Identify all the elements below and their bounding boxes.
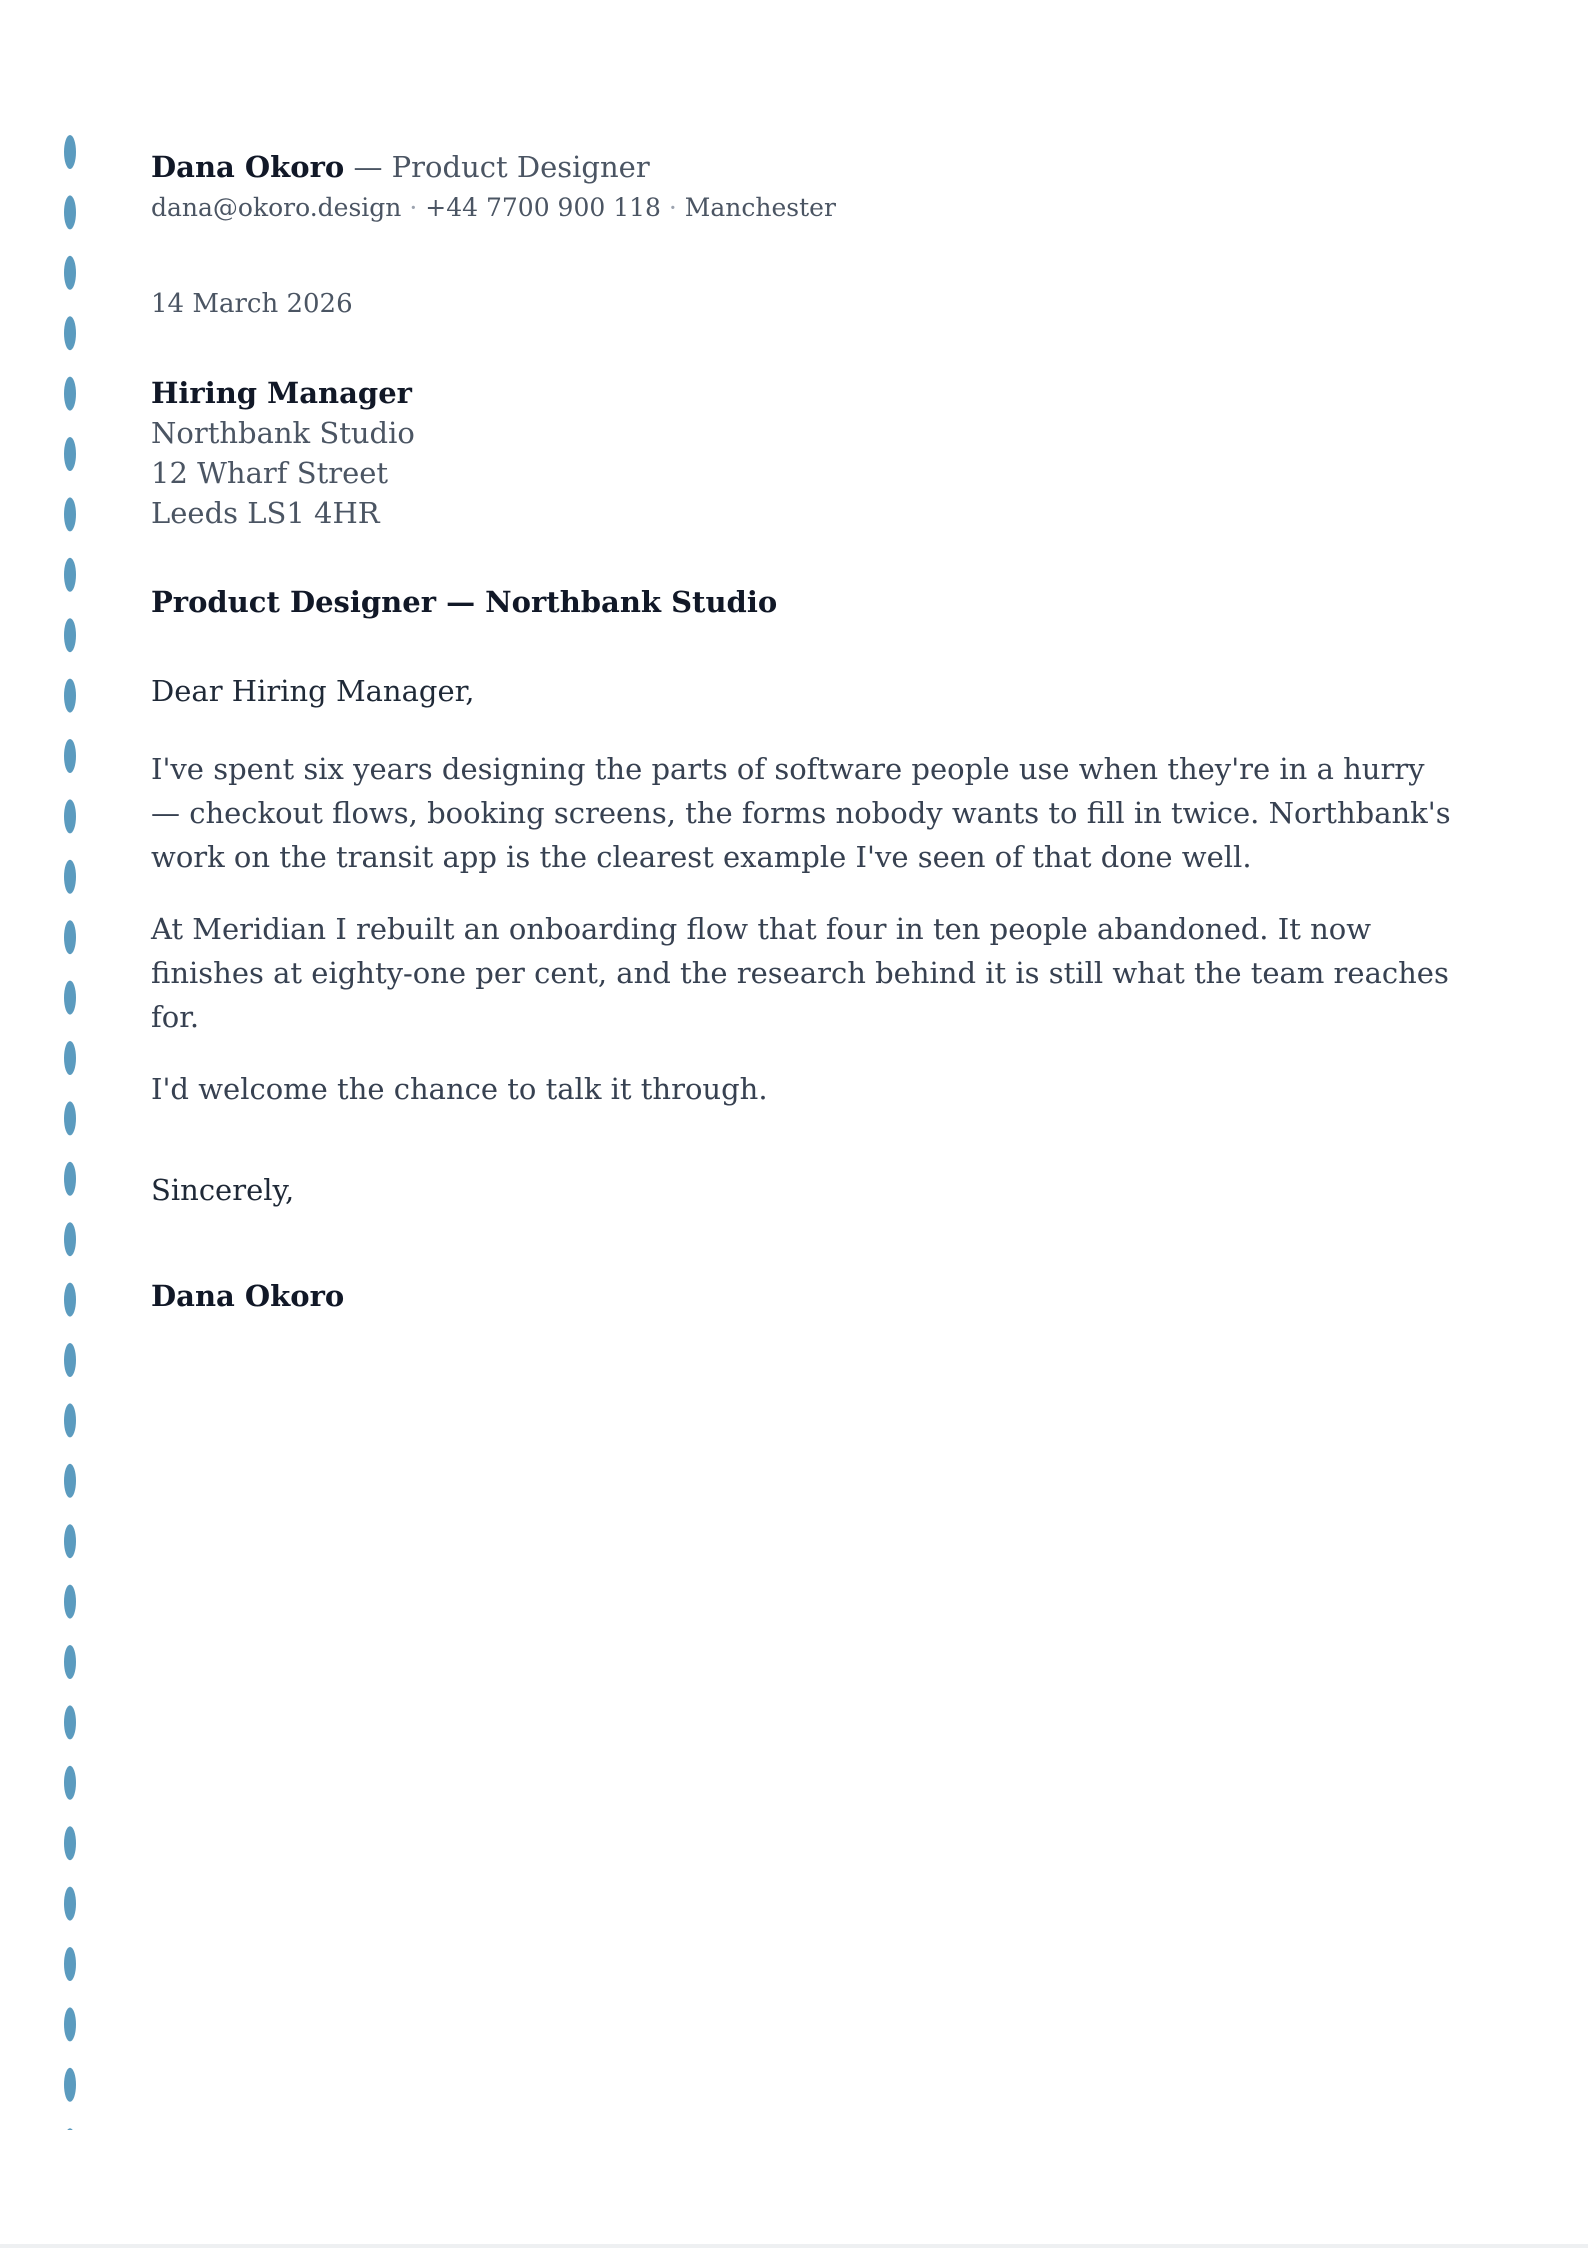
recipient-title: Hiring Manager bbox=[151, 375, 412, 410]
salutation: Dear Hiring Manager, bbox=[151, 673, 475, 708]
body-paragraph: I've spent six years designing the parts of software people use when they're in a hurry — checkout flows, booking screens, the forms nobody wants to fill in twice. Northbank's work on the transit app is the clearest example I've seen of that done well. bbox=[151, 751, 1451, 874]
sender-contact bbox=[151, 193, 1451, 223]
margin-dot bbox=[64, 679, 76, 713]
sender-header bbox=[151, 150, 1451, 185]
contact-separator: · bbox=[668, 192, 677, 222]
sender-phone: +44 7700 900 118 bbox=[425, 192, 661, 222]
margin-dot bbox=[64, 1585, 76, 1619]
margin-dot bbox=[64, 1041, 76, 1075]
margin-dot bbox=[64, 618, 76, 652]
margin-dot bbox=[64, 1162, 76, 1196]
margin-dot bbox=[64, 558, 76, 592]
margin-dot bbox=[64, 799, 76, 833]
margin-dot bbox=[64, 981, 76, 1015]
margin-dot bbox=[64, 2128, 76, 2130]
margin-dot bbox=[64, 1766, 76, 1800]
sender-separator: — bbox=[353, 150, 383, 184]
sender-email: dana@okoro.design bbox=[151, 192, 402, 222]
margin-dot bbox=[64, 1464, 76, 1498]
margin-dot bbox=[64, 195, 76, 229]
letter-subject: Product Designer — Northbank Studio bbox=[151, 584, 778, 619]
letter-date: 14 March 2026 bbox=[151, 288, 353, 319]
sender-role: Product Designer bbox=[391, 150, 650, 184]
margin-dot bbox=[64, 1705, 76, 1739]
page-bottom-edge bbox=[0, 2244, 1588, 2248]
body-paragraph: At Meridian I rebuilt an onboarding flow that four in ten people abandoned. It now finishes at eighty-one per cent, and the research behind it is still what the team reaches for. bbox=[151, 911, 1449, 1034]
margin-dot bbox=[64, 2068, 76, 2102]
margin-dot bbox=[64, 1222, 76, 1256]
margin-dot bbox=[64, 1101, 76, 1135]
margin-dot bbox=[64, 739, 76, 773]
margin-dot bbox=[64, 1947, 76, 1981]
sender-name: Dana Okoro bbox=[151, 150, 345, 184]
margin-dot bbox=[64, 256, 76, 290]
margin-dot bbox=[64, 1403, 76, 1437]
recipient-address bbox=[151, 373, 1451, 533]
recipient-street: 12 Wharf Street bbox=[151, 455, 389, 490]
recipient-city: Leeds LS1 4HR bbox=[151, 495, 380, 530]
margin-dot bbox=[64, 1343, 76, 1377]
margin-dot bbox=[64, 1826, 76, 1860]
margin-dot bbox=[64, 920, 76, 954]
signature: Dana Okoro bbox=[151, 1279, 345, 1314]
body-paragraph: I'd welcome the chance to talk it through. bbox=[151, 1071, 768, 1106]
sender-location: Manchester bbox=[684, 192, 836, 222]
margin-dot bbox=[64, 860, 76, 894]
cover-letter bbox=[151, 150, 1451, 1314]
margin-dots-graphic bbox=[60, 130, 80, 2130]
margin-dot bbox=[64, 437, 76, 471]
margin-dot bbox=[64, 1283, 76, 1317]
margin-dot bbox=[64, 316, 76, 350]
margin-dot bbox=[64, 2007, 76, 2041]
margin-dot bbox=[64, 377, 76, 411]
margin-dot bbox=[64, 135, 76, 169]
contact-separator: · bbox=[409, 192, 418, 222]
recipient-company: Northbank Studio bbox=[151, 415, 415, 450]
margin-dot bbox=[64, 497, 76, 531]
margin-dot bbox=[64, 1524, 76, 1558]
margin-dot bbox=[64, 1887, 76, 1921]
decorative-margin-dots bbox=[60, 130, 80, 2130]
margin-dot bbox=[64, 1645, 76, 1679]
closing: Sincerely, bbox=[151, 1172, 295, 1207]
